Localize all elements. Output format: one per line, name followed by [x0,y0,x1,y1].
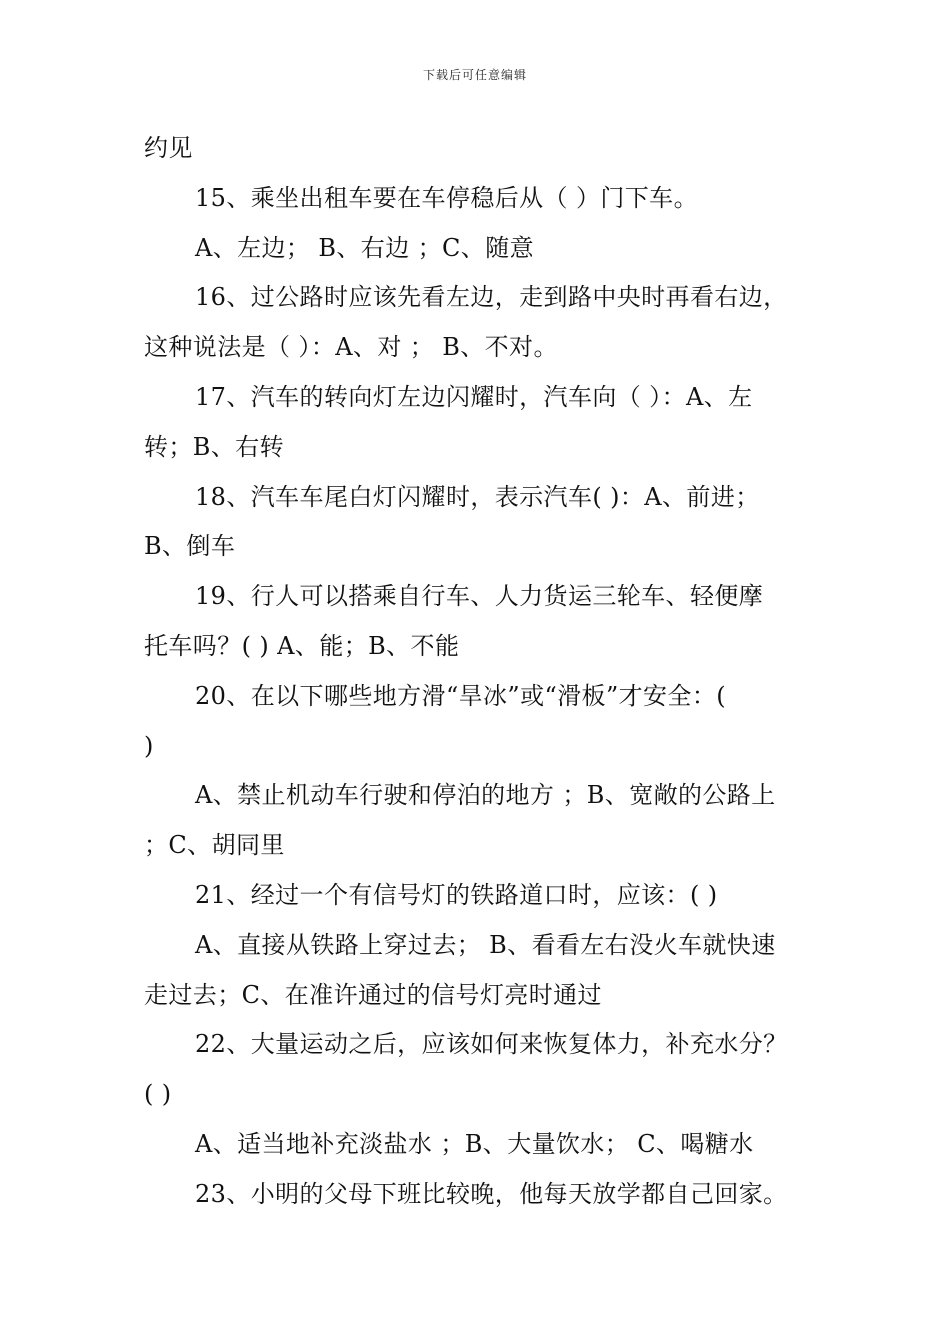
question-21-options: A、直接从铁路上穿过去； B、看看左右没火车就快速 [195,930,776,959]
question-23: 23、小明的父母下班比较晚，他每天放学都自己回家。 [195,1179,788,1208]
question-20-options: A、禁止机动车行驶和停泊的地方 ；B、宽敞的公路上 [195,781,776,810]
question-20-continued: ) [144,731,154,760]
question-22: 22、大量运动之后，应该如何来恢复体力，补充水分？ [195,1030,788,1059]
question-15: 15、乘坐出租车要在车停稳后从（ ）门下车。 [195,183,698,212]
question-22-continued: ( ) [144,1080,172,1109]
question-16: 16、过公路时应该先看左边，走到路中央时再看右边， [195,283,788,312]
question-19-continued: 托车吗？( ) A、能；B、不能 [144,631,460,660]
document-body [144,124,844,1220]
question-17: 17、汽车的转向灯左边闪耀时，汽车向（ ）：A、左 [195,382,753,411]
text-line: 约见 [144,134,193,162]
question-18-continued: B、倒车 [144,532,236,561]
question-19: 19、行人可以搭乘自行车、人力货运三轮车、轻便摩 [195,582,764,611]
question-20-options-continued: ；C、胡同里 [144,831,285,860]
question-21-options-continued: 走过去；C、在准许通过的信号灯亮时通过 [144,980,602,1009]
question-22-options: A、适当地补充淡盐水 ；B、大量饮水； C、喝糖水 [195,1129,754,1158]
question-15-options: A、左边； B、右边 ；C、随意 [195,233,534,262]
question-20: 20、在以下哪些地方滑“旱冰”或“滑板”才安全：( [195,681,726,710]
question-17-continued: 转；B、右转 [144,432,285,461]
question-21: 21、经过一个有信号灯的铁路道口时，应该：( ) [195,880,718,909]
question-18: 18、汽车车尾白灯闪耀时，表示汽车( )：A、前进； [195,482,760,511]
question-16-continued: 这种说法是（ ）：A、对 ； B、不对。 [144,333,558,362]
page-header: 下载后可任意编辑 [422,68,527,82]
